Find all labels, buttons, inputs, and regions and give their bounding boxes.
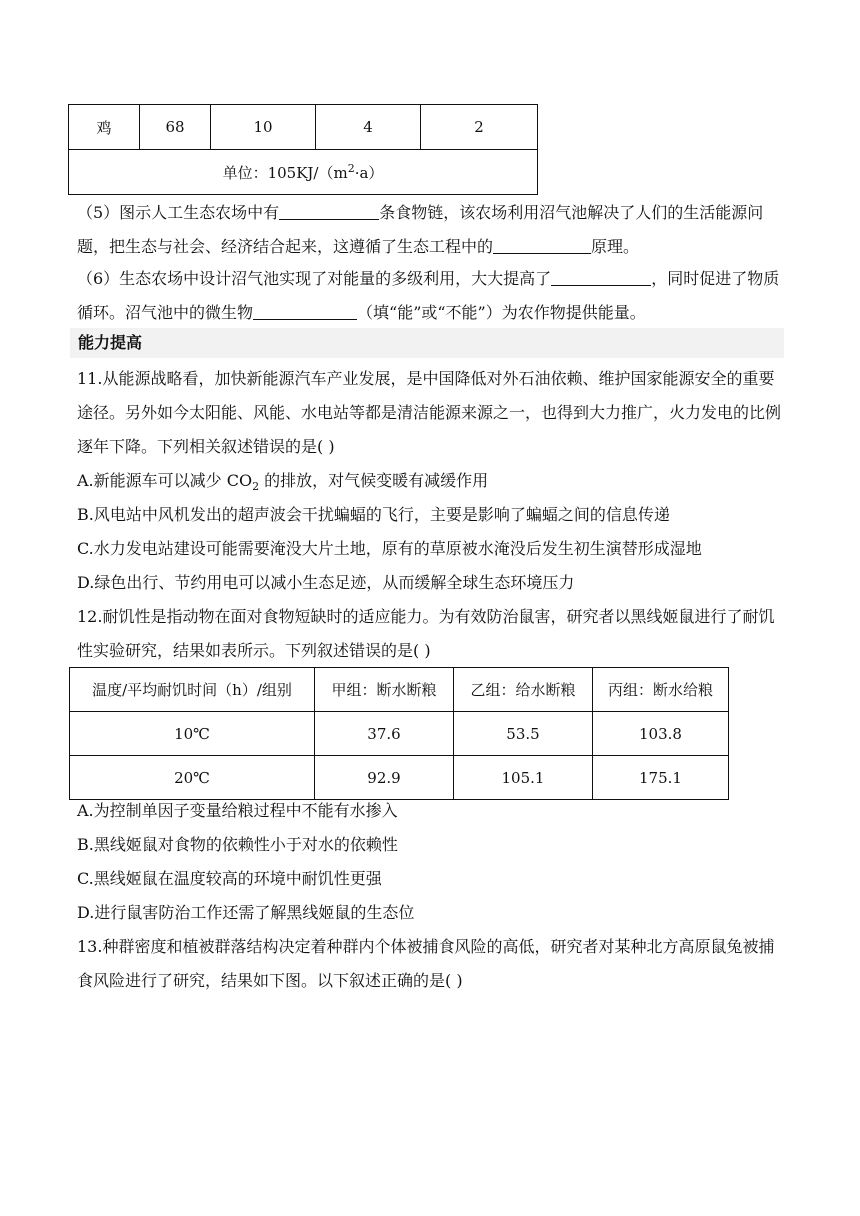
unit-text-end: ·a） xyxy=(354,163,384,182)
table-cell: 4 xyxy=(316,105,421,150)
table-cell: 105.1 xyxy=(454,756,593,800)
question-11-stem: 11.从能源战略看，加快新能源汽车产业发展，是中国降低对外石油依赖、维护国家能源安全的重要途径。另外如今太阳能、风能、水电站等都是清洁能源来源之一，也得到大力推广，火力发电的比例逐年下降。下列相关叙述错误的是( ) xyxy=(77,369,782,456)
question-11-option-d: D.绿色出行、节约用电可以减小生态足迹，从而缓解全球生态环境压力 xyxy=(77,573,575,592)
table-row xyxy=(69,105,538,150)
table-header: 丙组：断水给粮 xyxy=(593,668,729,712)
answer-blank[interactable] xyxy=(493,235,591,254)
question-13-stem: 13.种群密度和植被群落结构决定着种群内个体被捕食风险的高低，研究者对某种北方高原鼠兔被捕食风险进行了研究，结果如下图。以下叙述正确的是( ) xyxy=(77,937,775,990)
table-cell: 2 xyxy=(421,105,538,150)
option-text: 的排放，对气候变暖有减缓作用 xyxy=(259,471,489,490)
table-cell: 53.5 xyxy=(454,712,593,756)
question-12-option-c: C.黑线姬鼠在温度较高的环境中耐饥性更强 xyxy=(77,869,382,888)
q5-text: （5）图示人工生态农场中有 xyxy=(77,203,280,222)
table-cell: 68 xyxy=(140,105,211,150)
table-row xyxy=(70,756,729,800)
q6-text: （填“能”或“不能”）为农作物提供能量。 xyxy=(357,303,646,322)
question-5 xyxy=(77,196,783,264)
unit-text: 单位：105KJ/（m xyxy=(222,163,348,182)
answer-blank[interactable] xyxy=(253,301,357,320)
q6-text: ，同时促进了物质循环。沼气池中的微生物 xyxy=(77,269,780,322)
table-cell: 10℃ xyxy=(70,712,315,756)
table-cell: 103.8 xyxy=(593,712,729,756)
table-cell: 20℃ xyxy=(70,756,315,800)
q5-text: 条食物链，该农场利用沼气池解决了人们的生活能源问题，把生态与社会、经济结合起来，这遵循了生态工程中的 xyxy=(77,203,764,256)
option-text: A.新能源车可以减少 CO xyxy=(77,471,253,490)
table-cell: 10 xyxy=(211,105,316,150)
table-cell: 175.1 xyxy=(593,756,729,800)
table-cell: 37.6 xyxy=(315,712,454,756)
table-row xyxy=(70,712,729,756)
q6-text: （6）生态农场中设计沼气池实现了对能量的多级利用，大大提高了 xyxy=(77,269,552,288)
question-6 xyxy=(77,262,783,330)
question-11-option-c: C.水力发电站建设可能需要淹没大片土地，原有的草原被水淹没后发生初生演替形成湿地 xyxy=(77,539,702,558)
question-12-stem: 12.耐饥性是指动物在面对食物短缺时的适应能力。为有效防治鼠害，研究者以黑线姬鼠进行了耐饥性实验研究，结果如表所示。下列叙述错误的是( ) xyxy=(77,607,775,660)
section-title: 能力提高 xyxy=(70,328,784,358)
answer-blank[interactable] xyxy=(551,267,651,286)
unit-sup: 2 xyxy=(347,161,355,175)
table-header: 温度/平均耐饥时间（h）/组别 xyxy=(70,668,315,712)
table-header-row xyxy=(70,668,729,712)
table-header: 乙组：给水断粮 xyxy=(454,668,593,712)
table-row xyxy=(69,150,538,195)
question-11-option-b: B.风电站中风机发出的超声波会干扰蝙蝠的飞行，主要是影响了蝙蝠之间的信息传递 xyxy=(77,505,670,524)
subscript: 2 xyxy=(252,480,260,494)
unit-cell xyxy=(69,150,538,195)
starvation-table xyxy=(69,667,729,800)
table-cell: 鸡 xyxy=(69,105,140,150)
table-cell: 92.9 xyxy=(315,756,454,800)
answer-blank[interactable] xyxy=(279,201,379,220)
q5-text: 原理。 xyxy=(591,237,640,256)
question-12-option-d: D.进行鼠害防治工作还需了解黑线姬鼠的生态位 xyxy=(77,903,415,922)
question-12-option-a: A.为控制单因子变量给粮过程中不能有水掺入 xyxy=(77,801,398,820)
question-12-option-b: B.黑线姬鼠对食物的依赖性小于对水的依赖性 xyxy=(77,835,398,854)
energy-table xyxy=(68,104,538,195)
table-header: 甲组：断水断粮 xyxy=(315,668,454,712)
